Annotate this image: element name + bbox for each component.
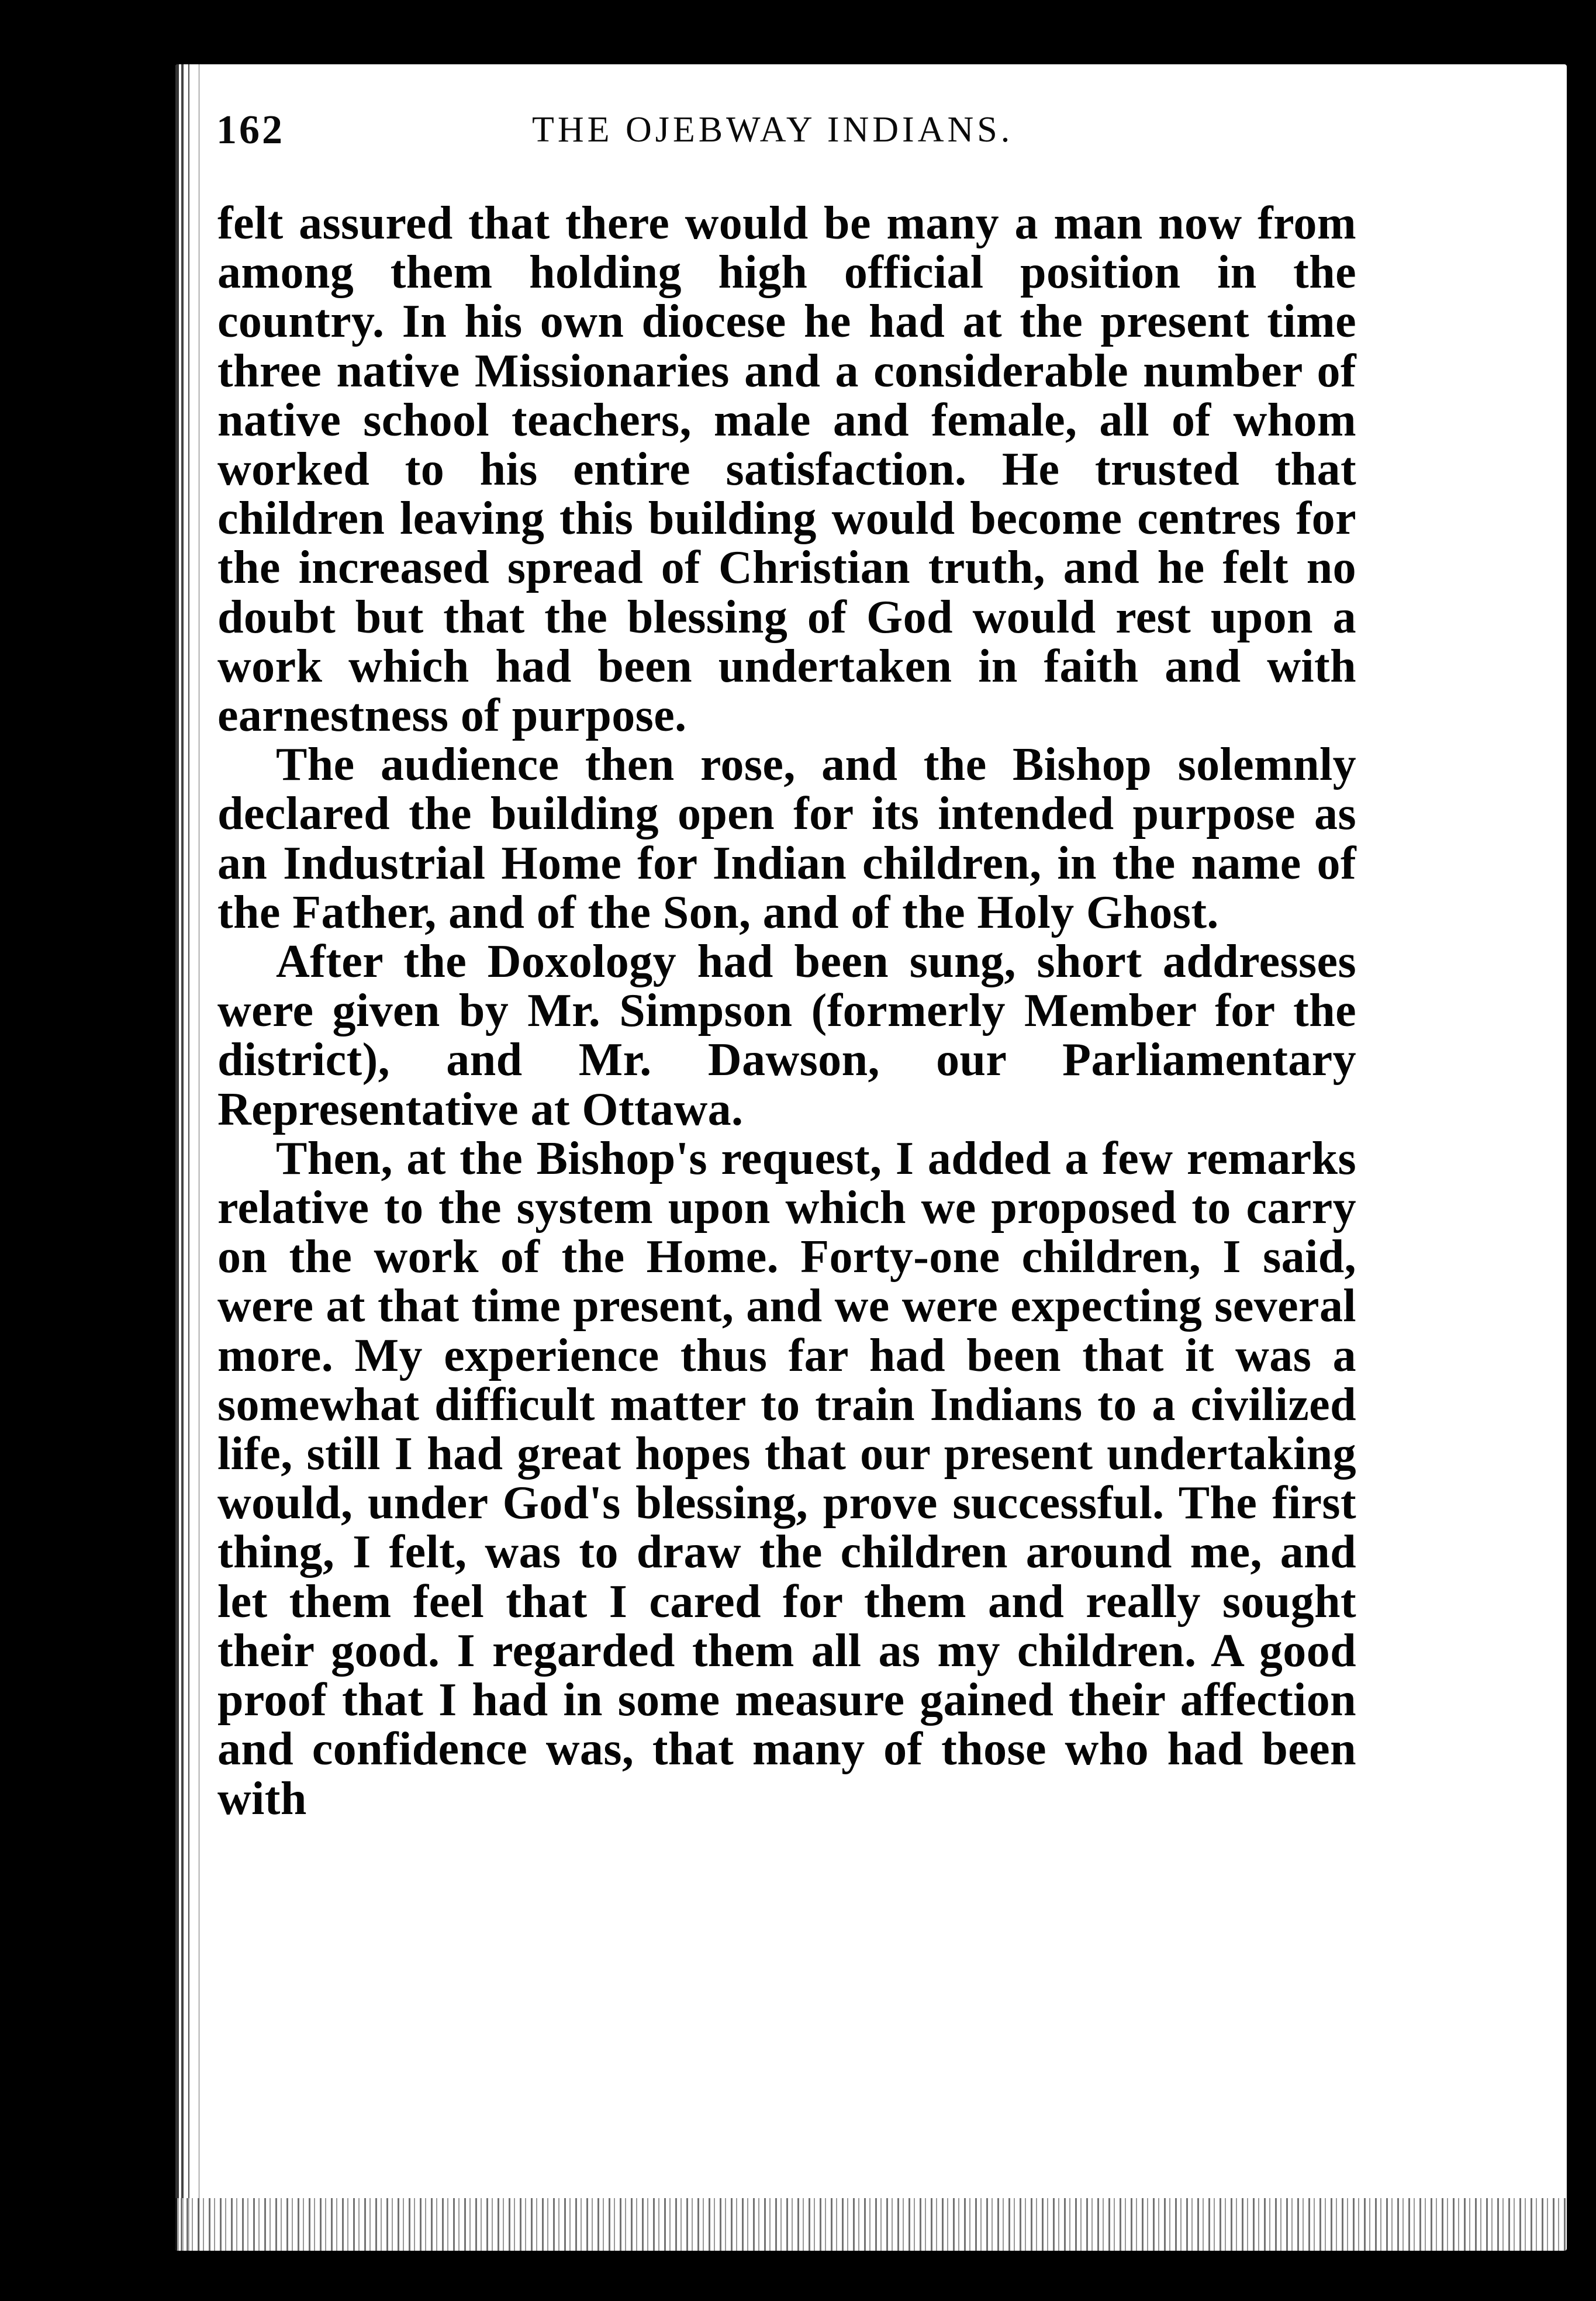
paragraph-4: Then, at the Bishop's request, I added a few remarks relative to the system upon which we proposed to carry on the work of the Home. Forty-one children, I said, were at that time present, and we were expecting several more. My experience thus far had been that it was a somewhat difficult matter to train Indians to a civilized life, still I had great hopes that our present undertaking would, under God's blessing, prove successful. The first thing, I felt, was to draw the children around me, and let them feel that I cared for them and really sought their good. I regarded them all as my children. A good proof that I had in some measure gained their affection and confidence was, that many of those who had been with (217, 1132, 1356, 1825)
running-title: THE OJEBWAY INDIANS. (532, 110, 1014, 150)
page-number: 162 (216, 108, 285, 153)
body-text (217, 199, 1356, 1823)
paragraph-1: felt assured that there would be many a man now from among them holding high official position in the country. In his own diocese he had at the present time three native Missionaries and a considerable number of native school teachers, male and female, all of whom worked to his entire satisfaction. He trusted that children leaving this building would become centres for the increased spread of Christian truth, and he felt no doubt but that the blessing of God would rest upon a work which had been undertaken in faith and with earnestness of purpose. (217, 198, 1356, 742)
page-header (216, 107, 1257, 171)
scan-edge-noise (175, 2198, 1567, 2251)
paragraph-3: After the Doxology had been sung, short addresses were given by Mr. Simpson (formerly Member for the district), and Mr. Dawson, our Parliamentary Representative at Ottawa. (217, 936, 1356, 1135)
paragraph-2: The audience then rose, and the Bishop solemnly declared the building open for its intended purpose as an Industrial Home for Indian children, in the name of the Father, and of the Son, and of the Holy Ghost. (217, 739, 1356, 938)
